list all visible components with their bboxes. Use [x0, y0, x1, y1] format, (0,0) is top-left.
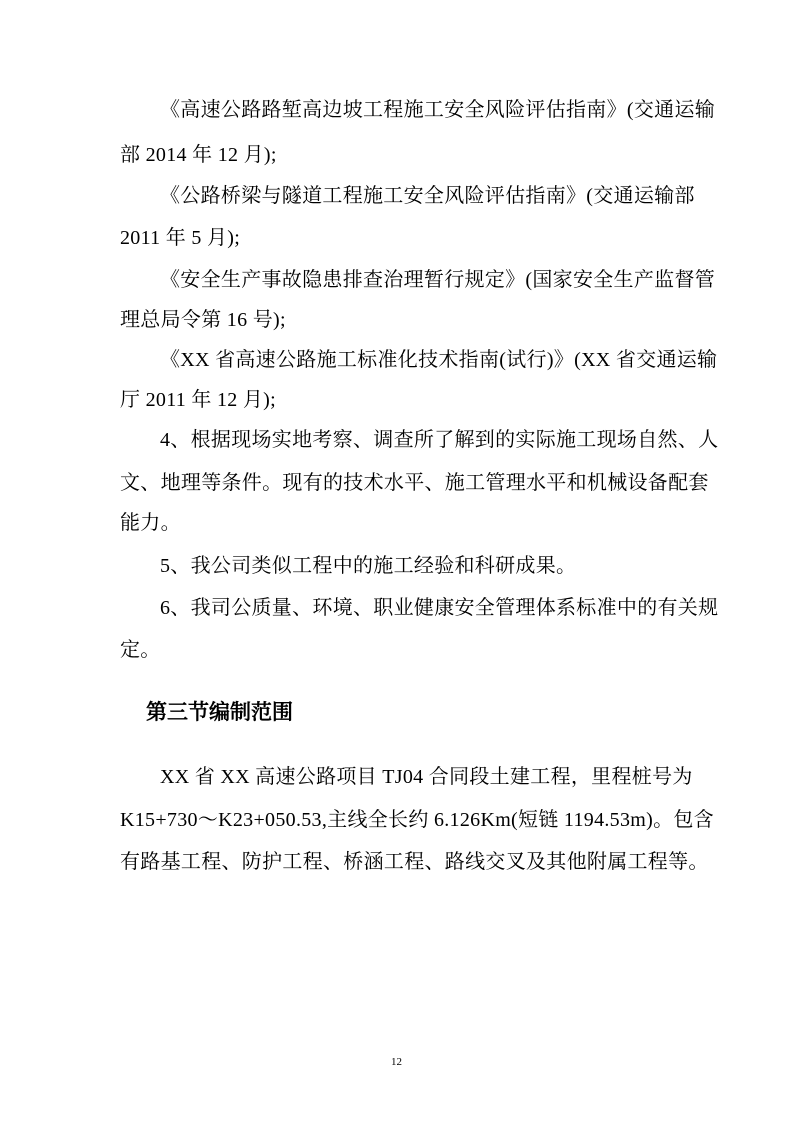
text-line: 《安全生产事故隐患排查治理暂行规定》(国家安全生产监督管 [160, 269, 716, 291]
text-line: 4、根据现场实地考察、调查所了解到的实际施工现场自然、人 [160, 429, 719, 451]
text-line: 部 2014 年 12 月); [120, 144, 277, 166]
text-line: 《高速公路路堑高边坡工程施工安全风险评估指南》(交通运输 [160, 99, 716, 121]
text-line: 6、我司公质量、环境、职业健康安全管理体系标准中的有关规 [160, 597, 719, 619]
text-line: 理总局令第 16 号); [120, 309, 286, 331]
text-line: 定。 [120, 639, 161, 661]
text-line: XX 省 XX 高速公路项目 TJ04 合同段土建工程，里程桩号为 [160, 766, 693, 788]
text-line: 《XX 省高速公路施工标准化技术指南(试行)》(XX 省交通运输 [160, 349, 718, 371]
text-line: 5、我公司类似工程中的施工经验和科研成果。 [160, 555, 577, 577]
text-line: 厅 2011 年 12 月); [120, 389, 276, 411]
text-line: 有路基工程、防护工程、桥涵工程、路线交叉及其他附属工程等。 [120, 851, 709, 873]
text-line: 能力。 [120, 512, 181, 534]
text-line: K15+730～K23+050.53,主线全长约 6.126Km(短链 1194.53m)。包含 [120, 809, 714, 831]
text-line: 文、地理等条件。现有的技术水平、施工管理水平和机械设备配套 [120, 472, 709, 494]
page-number: 12 [391, 1056, 402, 1068]
section-heading: 第三节编制范围 [146, 700, 293, 724]
text-line: 2011 年 5 月); [120, 227, 241, 249]
text-line: 《公路桥梁与隧道工程施工安全风险评估指南》(交通运输部 [160, 185, 695, 207]
